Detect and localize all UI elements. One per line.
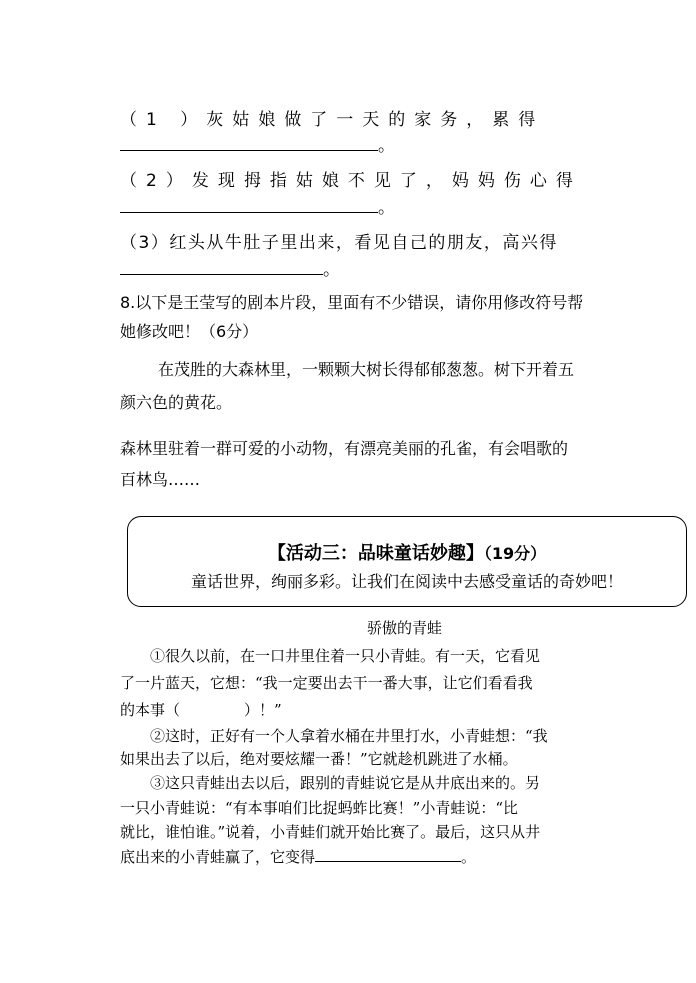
activity-title (128, 539, 686, 565)
story-last-line: 底出来的小青蛙赢了，它变得 。 (120, 845, 476, 867)
q7-answer-line-3[interactable]: 。 (120, 256, 340, 281)
story-line: ③这只青蛙出去以后，跟别的青蛙说它是从井底出来的。另 (150, 774, 541, 792)
story-line: 如果出去了以后，绝对要炫耀一番！”它就趁机跳进了水桶。 (120, 750, 518, 768)
activity-box (127, 516, 687, 607)
answer-blank[interactable] (120, 256, 323, 275)
item-number: 2 (146, 171, 166, 191)
q7-answer-line-2[interactable]: 。 (120, 194, 395, 219)
activity-title-text: 【活动三：品味童话妙趣】 (267, 543, 484, 564)
item-number: 3 (138, 233, 151, 253)
story-line: ②这时，正好有一个人拿着水桶在井里打水，小青蛙想：“我 (150, 727, 548, 745)
story-line: ①很久以前，在一口井里住着一只小青蛙。有一天，它看见 (150, 647, 541, 665)
q8-prompt-line-1: 8.以下是王莹写的剧本片段，里面有不少错误，请你用修改符号帮 (120, 293, 584, 312)
activity-subtitle: 童话世界，绚丽多彩。让我们在阅读中去感受童话的奇妙吧！ (190, 572, 623, 591)
q8-prompt-line-2: 她修改吧！（6分） (120, 322, 259, 341)
story-line: 就比，谁怕谁。”说着，小青蛙们就开始比赛了。最后，这只从井 (120, 823, 541, 841)
item-text: 红头从牛肚子里出来，看见自己的朋友，高兴得 (169, 233, 558, 253)
answer-blank[interactable] (315, 845, 461, 862)
answer-blank[interactable] (120, 194, 378, 213)
q7-item-2: （2）发现拇指姑娘不见了，妈妈伤心得 (120, 171, 582, 191)
q7-item-1: （1 ）灰姑娘做了一天的家务，累得 (120, 110, 545, 130)
story-line: 了一片蓝天，它想：“我一定要出去干一番大事，让它们看看我 (120, 674, 533, 692)
item-number: 1 (146, 110, 166, 130)
story-line-with-blank: 的本事（ ）！” (120, 701, 282, 719)
q8-paragraph-1-line-1: 在茂胜的大森林里，一颗颗大树长得郁郁葱葱。树下开着五 (158, 360, 575, 379)
q8-paragraph-2-line-1: 森林里驻着一群可爱的小动物，有漂亮美丽的孔雀，有会唱歌的 (120, 439, 569, 458)
story-line: 一只小青蛙说：“有本事咱们比捉蚂蚱比赛！”小青蛙说：“比 (120, 799, 519, 817)
q7-answer-line-1[interactable]: 。 (120, 132, 395, 157)
q8-paragraph-2-line-2: 百林鸟…… (120, 470, 201, 489)
q7-item-3: （3）红头从牛肚子里出来，看见自己的朋友，高兴得 (120, 233, 558, 253)
q8-paragraph-1-line-2: 颜六色的黄花。 (120, 393, 233, 412)
activity-points: （19分） (483, 544, 547, 563)
answer-blank[interactable] (120, 132, 378, 151)
item-text: 灰姑娘做了一天的家务，累得 (206, 110, 545, 130)
item-text: 发现拇指姑娘不见了，妈妈伤心得 (191, 171, 582, 191)
story-title: 骄傲的青蛙 (367, 619, 443, 637)
